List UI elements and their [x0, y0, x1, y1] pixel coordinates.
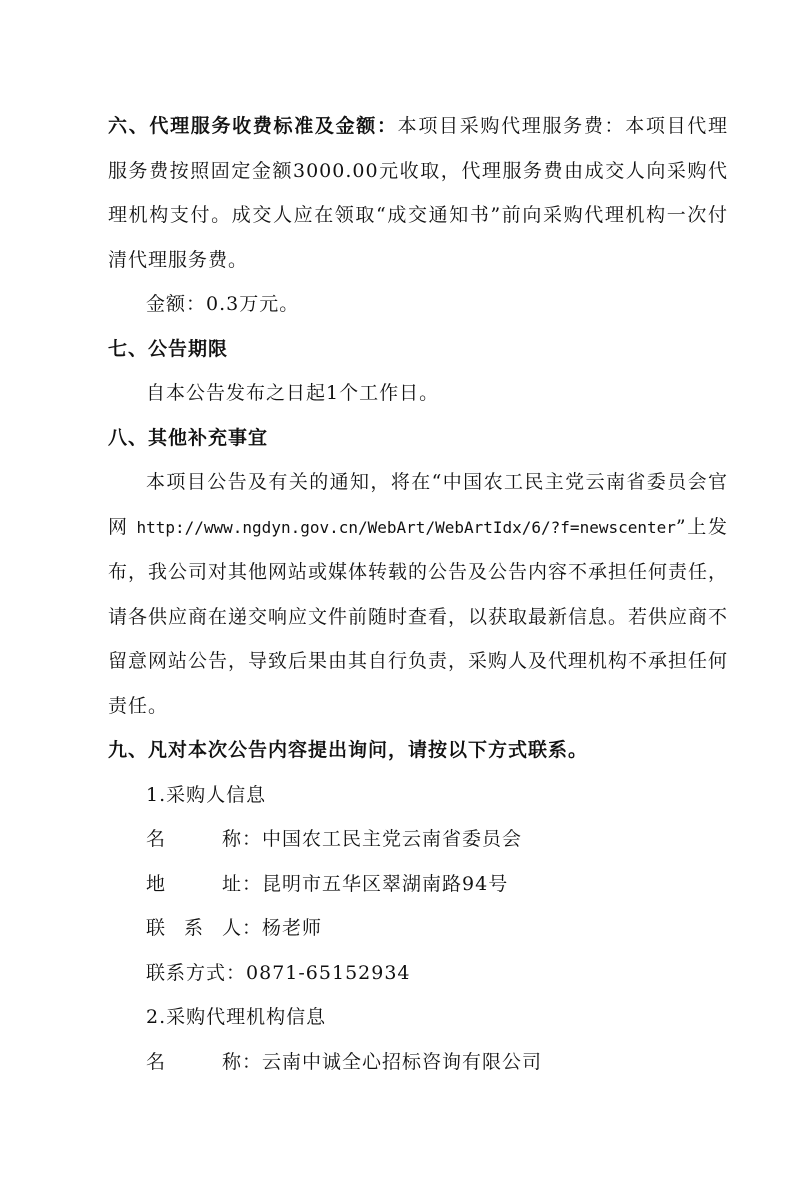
section-8-heading: 八、其他补充事宜	[108, 426, 269, 449]
label-char: 系	[183, 917, 204, 939]
purchaser-phone-label: 联系方式	[146, 961, 227, 984]
section-7-body: 自本公告发布之日起1个工作日。	[146, 382, 440, 404]
purchaser-phone-row	[108, 951, 728, 996]
purchaser-phone-value: 0871-65152934	[246, 961, 411, 984]
section-8-body	[108, 460, 728, 728]
purchaser-contact-row	[108, 906, 728, 951]
label-char: 联	[146, 917, 167, 939]
agency-info-title: 2.采购代理机构信息	[146, 1006, 327, 1028]
label-char: 地	[146, 872, 167, 895]
purchaser-address-row	[108, 862, 728, 907]
section-7-heading: 七、公告期限	[108, 337, 229, 360]
label-char: 名	[146, 828, 167, 850]
colon: ：	[242, 1050, 263, 1073]
colon: ：	[242, 917, 263, 939]
purchaser-name-value: 中国农工民主党云南省委员会	[262, 828, 523, 850]
section-8-text-before-url: 本项目公告及有关的通知，将在“中国农工民主党云南省委员会官网	[108, 471, 728, 538]
section-6-paragraph	[108, 104, 728, 282]
section-8-text-after-url: ”上发布，我公司对其他网站或媒体转载的公告及公告内容不承担任何责任，请各供应商在递交响应文件前随时查看，以获取最新信息。若供应商不留意网站公告，导致后果由其自行负责，采购人及代理机构不承担任何责任。	[108, 515, 729, 717]
section-9-heading: 九、凡对本次公告内容提出询问，请按以下方式联系。	[108, 739, 589, 761]
section-6-heading: 六、代理服务收费标准及金额：	[108, 115, 398, 137]
website-url: http://www.ngdyn.gov.cn/WebArt/WebArtIdx/6/?f=newscenter	[136, 517, 676, 537]
agency-name-value: 云南中诚全心招标咨询有限公司	[262, 1050, 543, 1073]
colon: ：	[226, 961, 247, 984]
document-page	[108, 104, 728, 1084]
purchaser-contact-value: 杨老师	[262, 917, 323, 939]
section-6-amount: 金额：0.3万元。	[146, 293, 300, 315]
label-char: 人	[221, 917, 242, 939]
colon: ：	[242, 828, 263, 850]
label-char: 称	[221, 1050, 242, 1073]
label-char: 址	[221, 872, 242, 895]
label-char: 称	[221, 828, 242, 850]
purchaser-name-label	[146, 817, 242, 862]
purchaser-name-row	[108, 817, 728, 862]
purchaser-info-title: 1.采购人信息	[146, 783, 267, 806]
label-char: 名	[146, 1050, 167, 1073]
purchaser-address-label	[146, 862, 242, 907]
agency-name-label	[146, 1040, 242, 1085]
purchaser-contact-label	[146, 906, 242, 951]
agency-name-row	[108, 1040, 728, 1085]
section-6-body: 本项目采购代理服务费：本项目代理服务费按照固定金额3000.00元收取，代理服务费由成交人向采购代理机构支付。成交人应在领取“成交通知书”前向采购代理机构一次付清代理服务费。	[108, 115, 728, 271]
purchaser-address-value: 昆明市五华区翠湖南路94号	[262, 872, 509, 895]
colon: ：	[242, 872, 263, 895]
